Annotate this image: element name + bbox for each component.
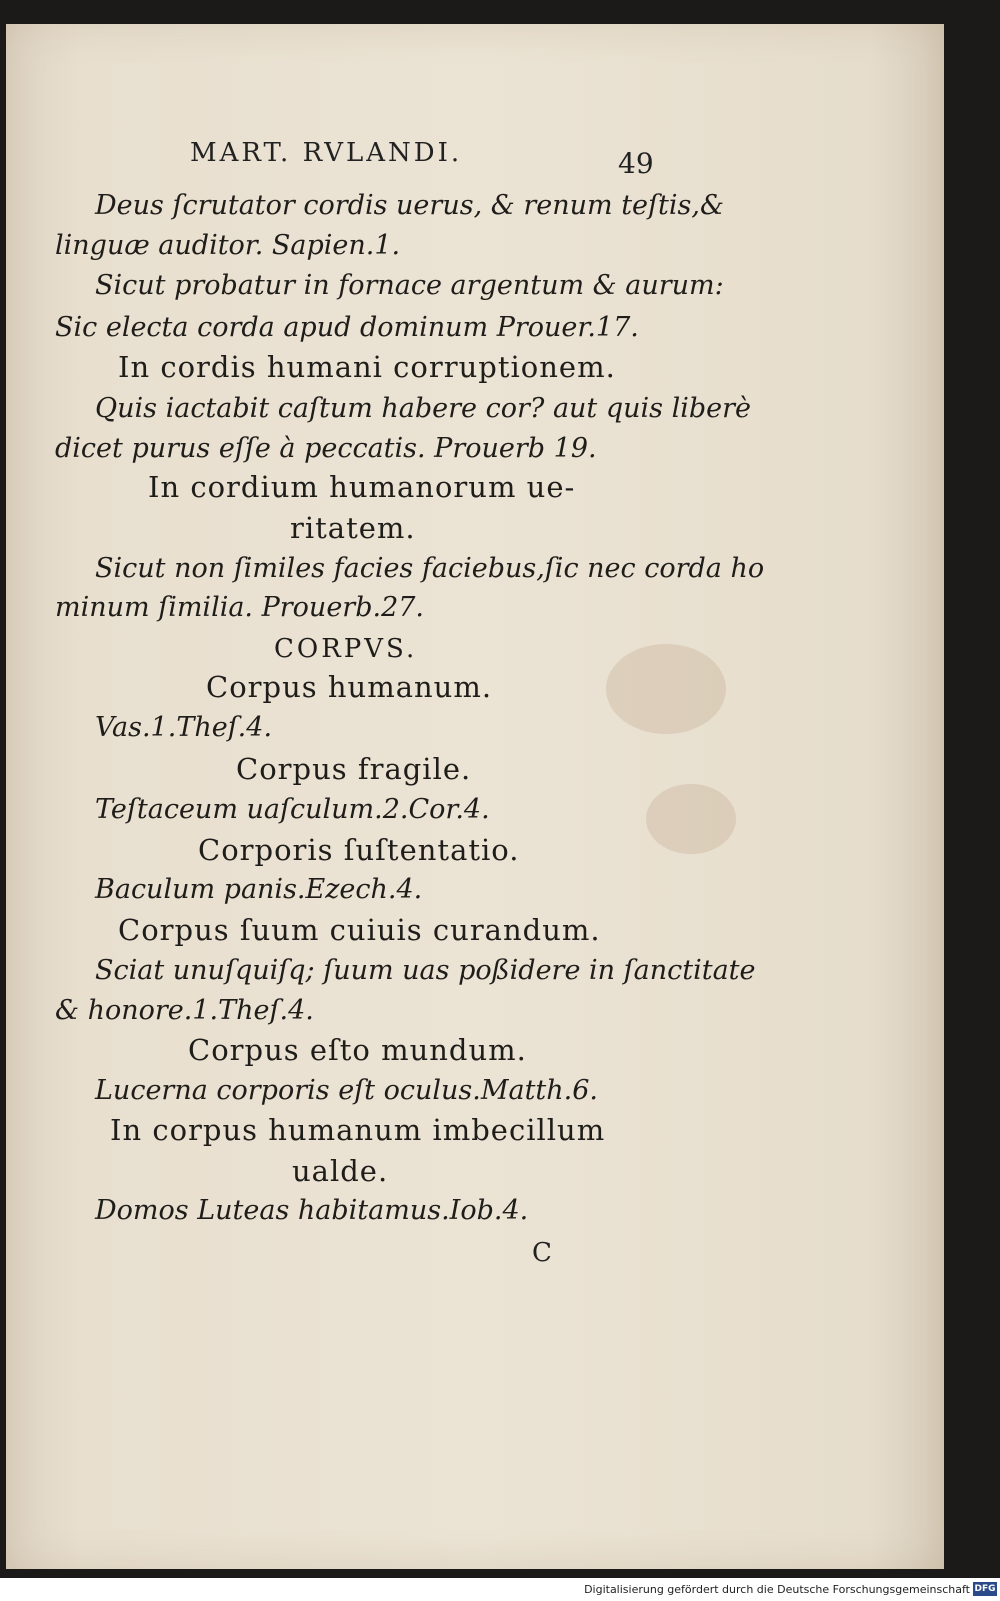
section-heading: Corpus fragile. [236, 752, 472, 786]
text-line: Teſtaceum uaſculum.2.Cor.4. [95, 794, 490, 825]
section-heading: Corpus humanum. [206, 670, 493, 704]
catchword: C [532, 1238, 552, 1268]
text-line: Baculum panis.Ezech.4. [95, 874, 423, 905]
text-line: Quis iactabit caſtum habere cor? aut quis liberè [95, 393, 752, 424]
section-heading: Corpus eſto mundum. [188, 1033, 527, 1067]
funding-credit: Digitalisierung gefördert durch die Deutsche Forschungsgemeinschaft [584, 1583, 970, 1596]
text-line: & honore.1.Theſ.4. [55, 995, 314, 1026]
text-line: minum ſimilia. Prouerb.27. [55, 592, 425, 623]
text-line: Sic electa corda apud dominum Prouer.17. [55, 312, 639, 343]
text-line: Sciat unuſquiſq; ſuum uas poßidere in ſanctitate [95, 955, 756, 986]
text-line: Deus ſcrutator cordis uerus, & renum teſtis,& [95, 190, 724, 221]
text-line: dicet purus eſſe à peccatis. Prouerb 19. [55, 433, 597, 464]
text-line: Vas.1.Theſ.4. [95, 712, 273, 743]
section-heading: ualde. [292, 1154, 389, 1188]
text-line: Sicut probatur in fornace argentum & aurum: [95, 270, 724, 301]
chapter-heading: CORPVS. [274, 634, 418, 664]
section-heading: ritatem. [290, 511, 416, 545]
section-heading: In cordium humanorum ue- [148, 470, 576, 504]
text-line: Lucerna corporis eſt oculus.Matth.6. [95, 1075, 599, 1106]
section-heading: In corpus humanum imbecillum [110, 1113, 606, 1147]
section-heading: Corpus ſuum cuiuis curandum. [118, 913, 601, 947]
running-title: MART. RVLANDI. [190, 138, 463, 168]
section-heading: Corporis ſuſtentatio. [198, 833, 520, 867]
page-number: 49 [618, 147, 654, 180]
text-line: Sicut non ſimiles facies faciebus,ſic nec corda ho [95, 553, 765, 584]
text-line: linguæ auditor. Sapien.1. [55, 230, 401, 261]
section-heading: In cordis humani corruptionem. [118, 350, 616, 384]
dfg-logo[interactable]: DFG [974, 1584, 996, 1594]
text-line: Domos Luteas habitamus.Iob.4. [95, 1195, 529, 1226]
